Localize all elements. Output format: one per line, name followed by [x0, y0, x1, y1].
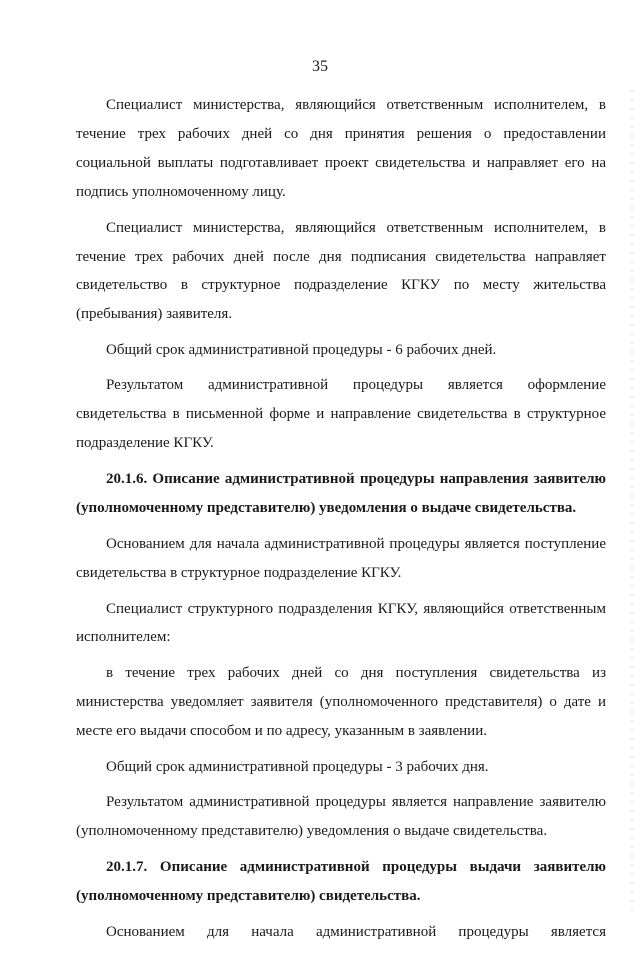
paragraph: Специалист министерства, являющийся ответственным исполнителем, в течение трех рабочих дней после дня подписания свидетельства направляет свидетельство в структурное подразделение КГКУ по месту жительства (пребывания) заявителя.	[76, 219, 606, 323]
paragraph: Общий срок административной процедуры - 3 рабочих дня.	[106, 759, 489, 776]
document-body	[76, 91, 606, 953]
page-number: 35	[312, 58, 328, 75]
paragraph: в течение трех рабочих дней со дня поступления свидетельства из министерства уведомляет заявителя (уполномоченного представителя) о дате и месте его выдачи способом и по адресу, указанным в заявлении.	[76, 665, 606, 740]
paragraph: Специалист министерства, являющийся ответственным исполнителем, в течение трех рабочих дней со дня принятия решения о предоставлении социальной выплаты подготавливает проект свидетельства и направляет его на подпись уполномоченному лицу.	[76, 97, 606, 200]
paragraph: Специалист структурного подразделения КГКУ, являющийся ответственным исполнителем:	[76, 600, 606, 646]
paragraph: Результатом административной процедуры является оформление свидетельства в письменной форме и направление свидетельства в структурное подразделение КГКУ.	[76, 377, 606, 451]
paragraph: Результатом административной процедуры является направление заявителю (уполномоченному представителю) уведомления о выдаче свидетельства.	[76, 793, 606, 839]
section-heading-20-1-7: 20.1.7. Описание административной процедуры выдачи заявителю (уполномоченному представителю) свидетельства.	[76, 858, 606, 904]
scan-edge-marks	[631, 90, 633, 910]
section-heading-20-1-6: 20.1.6. Описание административной процедуры направления заявителю (уполномоченному представителю) уведомления о выдаче свидетельства.	[76, 470, 606, 516]
paragraph: Основанием для начала административной процедуры является	[106, 923, 606, 940]
paragraph: Общий срок административной процедуры - 6 рабочих дней.	[106, 342, 497, 359]
paragraph: Основанием для начала административной процедуры является поступление свидетельства в структурное подразделение КГКУ.	[76, 535, 606, 581]
